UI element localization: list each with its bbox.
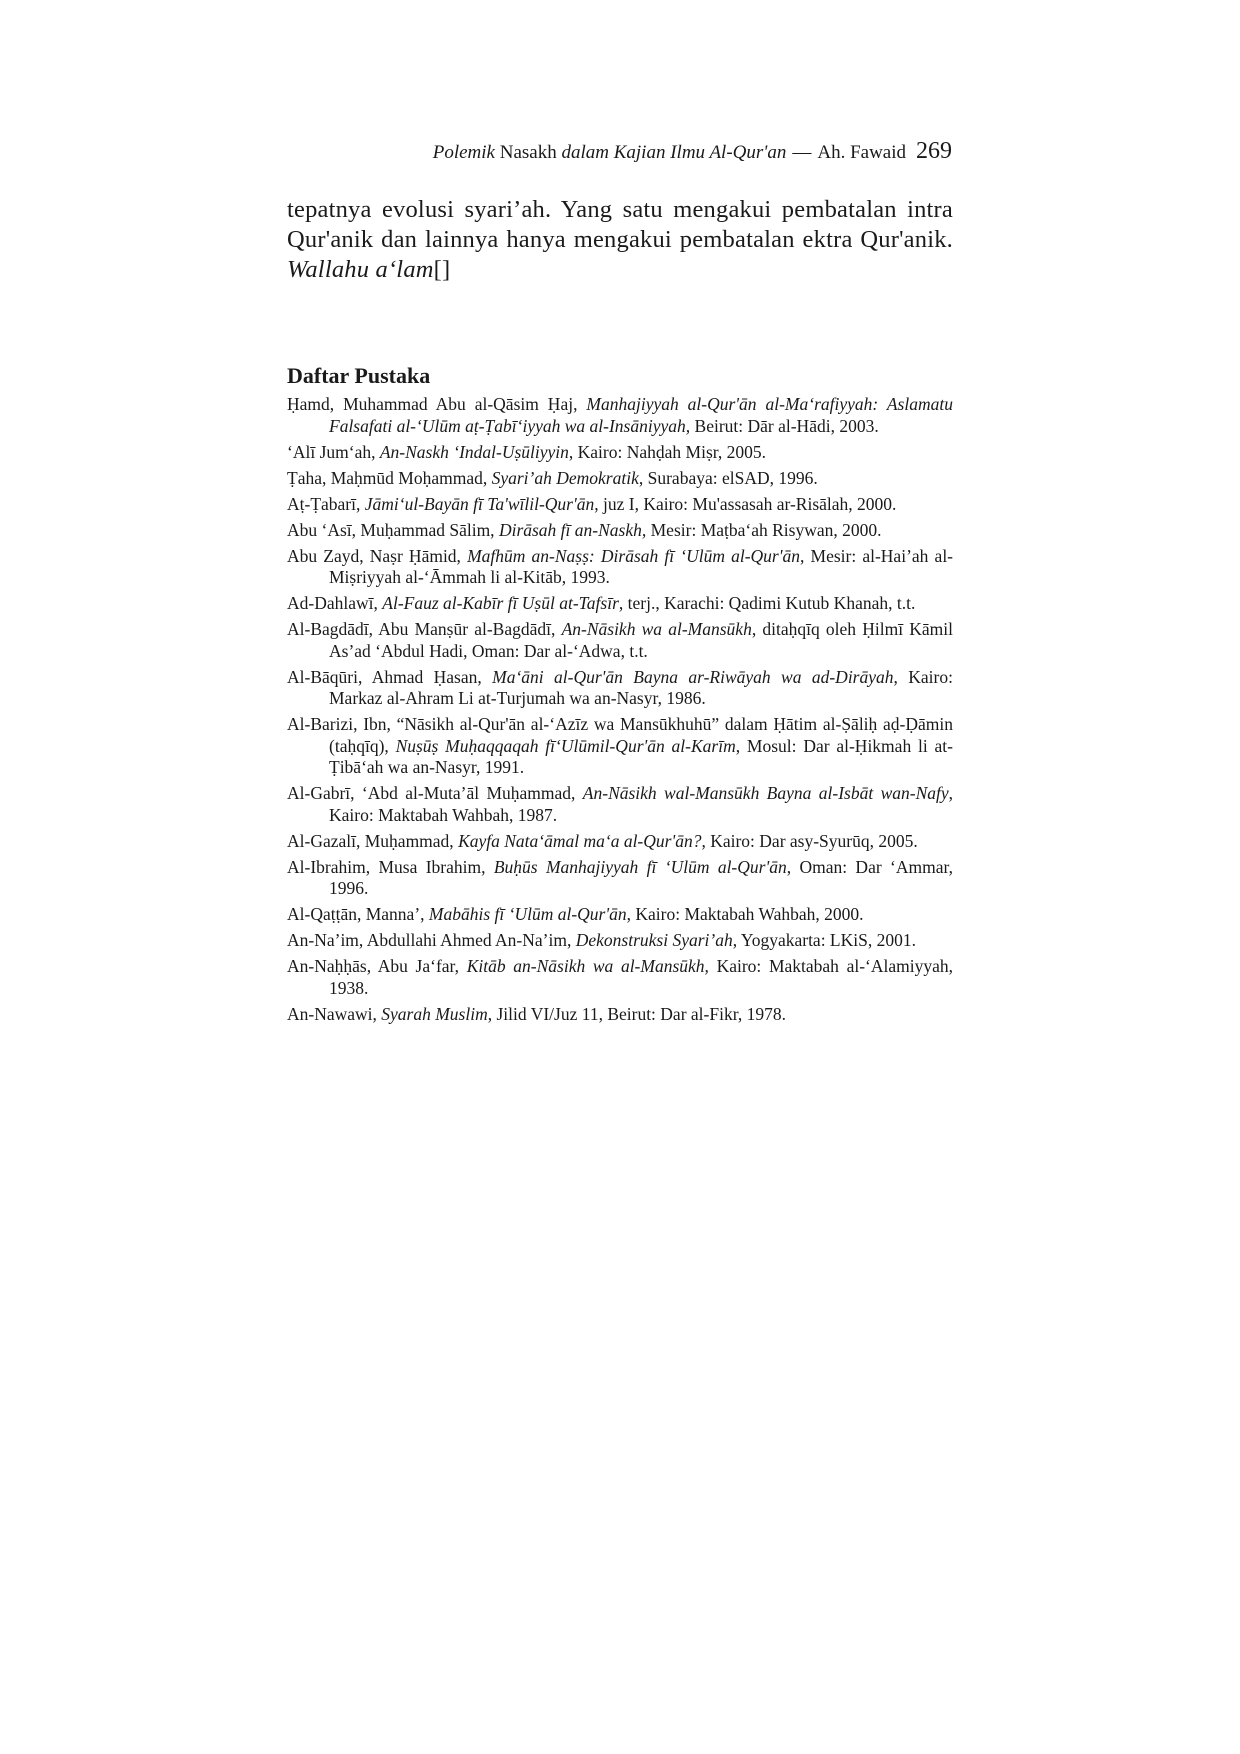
bibliography-entry bbox=[287, 442, 953, 464]
entry-publication: , Surabaya: elSAD, 1996. bbox=[638, 467, 818, 488]
entry-author: Aṭ-Ṭabarī, bbox=[287, 493, 365, 514]
entry-publication: , Jilid VI/Juz 11, Beirut: Dar al-Fikr, 1978. bbox=[487, 1003, 786, 1024]
entry-publication: , Kairo: Nahḍah Miṣr, 2005. bbox=[568, 441, 767, 462]
bibliography-entry bbox=[287, 831, 953, 853]
bibliography-list bbox=[287, 394, 953, 1030]
body-line-2: Qur'anik dan lainnya hanya mengakui pembatalan ektra Qur'anik. bbox=[287, 226, 953, 253]
entry-author: ‘Alī Jum‘ah, bbox=[287, 441, 380, 462]
entry-publication: , Kairo: Maktabah Wahbah, 1987. bbox=[329, 783, 953, 825]
entry-publication: Mesir: Maṭba‘ah Risywan, 2000. bbox=[646, 519, 882, 540]
entry-author: Al-Qaṭṭān, Manna’, bbox=[287, 904, 429, 924]
bibliography-entry bbox=[287, 956, 953, 999]
entry-author: Al-Gabrī, ‘Abd al-Muta’āl Muḥammad, bbox=[287, 783, 583, 803]
bibliography-entry bbox=[287, 667, 953, 710]
closing-italic: Wallahu a‘lam bbox=[287, 256, 434, 283]
entry-publication: Kairo: Maktabah al-‘Alamiyyah, 1938. bbox=[329, 956, 953, 998]
entry-title: Kayfa Nata‘āmal ma‘a al-Qur'ān? bbox=[458, 830, 702, 851]
entry-publication: Beirut: Dār al-Hādi, 2003. bbox=[690, 415, 879, 436]
header-title-part2: Nasakh bbox=[495, 142, 562, 163]
entry-author: An-Nawawi, bbox=[287, 1003, 382, 1024]
bibliography-entry bbox=[287, 619, 953, 662]
entry-author: Al-Gazalī, Muḥammad, bbox=[287, 830, 459, 851]
entry-publication: , Mosul: Dar al-Ḥikmah li at-Ṭibā‘ah wa an-Nasyr, 1991. bbox=[329, 735, 953, 777]
bibliography-entry bbox=[287, 714, 953, 779]
entry-author: Al-Bāqūri, Ahmad Ḥasan, bbox=[287, 666, 493, 687]
entry-publication: , Kairo: Dar asy-Syurūq, 2005. bbox=[701, 830, 918, 851]
entry-title: Syarah Muslim bbox=[381, 1003, 488, 1024]
bibliography-heading: Daftar Pustaka bbox=[287, 363, 431, 388]
entry-title: Dirāsah fī an-Naskh, bbox=[498, 519, 647, 540]
entry-title: Syari’ah Demokratik bbox=[491, 467, 639, 488]
entry-publication: , Mesir: al-Hai’ah al-Miṣriyyah al-‘Āmmah li al-Kitāb, 1993. bbox=[329, 545, 954, 587]
entry-author: An-Na’im, Abdullahi Ahmed An-Na’im, bbox=[287, 930, 576, 950]
entry-author: Ad-Dahlawī, bbox=[287, 593, 383, 613]
entry-publication: , Yogyakarta: LKiS, 2001. bbox=[732, 930, 916, 950]
bibliography-entry bbox=[287, 930, 953, 952]
entry-publication: , Oman: Dar ‘Ammar, 1996. bbox=[329, 856, 953, 898]
header-dash: — bbox=[792, 142, 812, 163]
entry-author: An-Naḥḥās, Abu Ja‘far, bbox=[287, 956, 467, 976]
bibliography-entry bbox=[287, 494, 953, 516]
header-title-part3: dalam Kajian Ilmu Al-Qur'an bbox=[561, 142, 787, 163]
header-title-part1: Polemik bbox=[432, 142, 495, 163]
entry-title: An-Naskh ‘Indal-Uṣūliyyin bbox=[379, 441, 569, 462]
entry-title: Mabāhis fī ‘Ulūm al-Qur'ān bbox=[428, 904, 627, 924]
entry-title: An-Nāsikh wal-Mansūkh Bayna al-Isbāt wan-Nafy bbox=[582, 783, 949, 803]
page-number: 269 bbox=[916, 138, 952, 164]
bibliography-entry bbox=[287, 857, 953, 900]
entry-publication: , terj., Karachi: Qadimi Kutub Khanah, t.t. bbox=[618, 593, 916, 613]
entry-author: Abu ‘Asī, Muḥammad Sālim, bbox=[287, 519, 499, 540]
bibliography-entry bbox=[287, 593, 953, 615]
bibliography-entry bbox=[287, 468, 953, 490]
entry-author: Al-Bagdādī, Abu Manṣūr al-Bagdādī, bbox=[287, 619, 562, 639]
closing-end: [] bbox=[433, 256, 451, 283]
entry-publication: , Kairo: Maktabah Wahbah, 2000. bbox=[626, 904, 864, 924]
body-line-1: tepatnya evolusi syari’ah. Yang satu mengakui pembatalan intra bbox=[287, 196, 953, 223]
entry-author: Abu Zayd, Naṣr Ḥāmid, bbox=[287, 545, 468, 566]
entry-author: Al-Ibrahim, Musa Ibrahim, bbox=[287, 856, 494, 877]
entry-title: Nuṣūṣ Muḥaqqaqah fī‘Ulūmil-Qur'ān al-Karīm bbox=[395, 735, 736, 756]
entry-title: An-Nāsikh wa al-Mansūkh bbox=[561, 619, 752, 639]
entry-author: Ḥamd, Muhammad Abu al-Qāsim Ḥaj, bbox=[287, 394, 587, 414]
bibliography-entry bbox=[287, 904, 953, 926]
entry-title: Buḥūs Manhajiyyah fī ‘Ulūm al-Qur'ān bbox=[493, 856, 787, 877]
bibliography-entry bbox=[287, 1004, 953, 1026]
entry-author: Al-Barizi, Ibn, “Nāsikh al-Qur'ān al-‘Azīz wa Mansūkhuhū” dalam Ḥātim al-Ṣāliḥ aḍ-Ḍāmin (taḥqīq), bbox=[287, 714, 953, 756]
entry-author: Ṭaha, Maḥmūd Moḥammad, bbox=[287, 467, 492, 488]
body-closing bbox=[287, 255, 953, 285]
entry-publication: , ditaḥqīq oleh Ḥilmī Kāmil As’ad ‘Abdul Hadi, Oman: Dar al-‘Adwa, t.t. bbox=[329, 619, 954, 661]
header-author: Ah. Fawaid bbox=[817, 142, 906, 163]
bibliography-entry bbox=[287, 520, 953, 542]
entry-title: Jāmi‘ul-Bayān fī Ta'wīlil-Qur'ān bbox=[364, 493, 595, 514]
entry-title: Ma‘āni al-Qur'ān Bayna ar-Riwāyah wa ad-Dirāyah bbox=[492, 666, 894, 687]
entry-title: Al-Fauz al-Kabīr fī Uṣūl at-Tafsīr bbox=[382, 593, 619, 613]
entry-title: Manhajiyyah al-Qur'ān al-Ma‘rafiyyah: Aslamatu Falsafati al-‘Ulūm aṭ-Ṭabī‘iyyah wa al-Insāniyyah, bbox=[329, 394, 953, 436]
bibliography-entry bbox=[287, 394, 953, 437]
bibliography-entry bbox=[287, 546, 953, 589]
entry-publication: , Kairo: Markaz al-Ahram Li at-Turjumah wa an-Nasyr, 1986. bbox=[329, 666, 953, 708]
entry-title: Mafhūm an-Naṣṣ: Dirāsah fī ‘Ulūm al-Qur'ān bbox=[467, 545, 800, 566]
running-header bbox=[290, 139, 952, 165]
entry-title: Dekonstruksi Syari’ah bbox=[575, 930, 733, 950]
entry-publication: , juz I, Kairo: Mu'assasah ar-Risālah, 2000. bbox=[594, 493, 897, 514]
body-paragraph bbox=[287, 195, 953, 285]
bibliography-entry bbox=[287, 783, 953, 826]
entry-title: Kitāb an-Nāsikh wa al-Mansūkh, bbox=[466, 956, 709, 976]
